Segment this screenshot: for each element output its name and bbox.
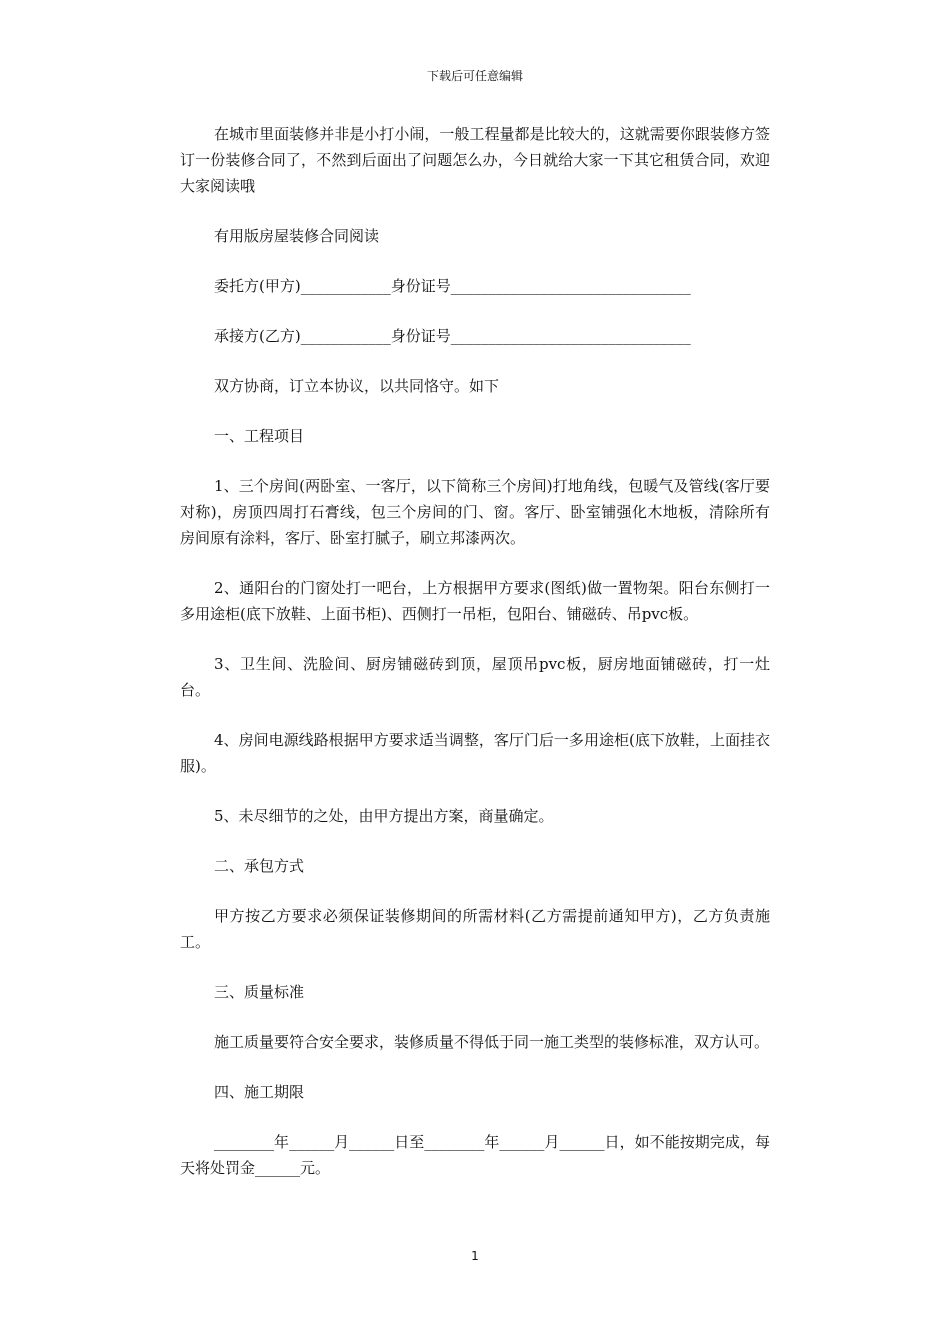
agreement-statement: 双方协商，订立本协议，以共同恪守。如下: [214, 377, 500, 395]
contract-method-text: 甲方按乙方要求必须保证装修期间的所需材料(乙方需提前通知甲方)，乙方负责施工。: [180, 907, 770, 951]
project-item-2: 2、通阳台的门窗处打一吧台，上方根据甲方要求(图纸)做一置物架。阳台东侧打一多用途柜(底下放鞋、上面书柜)、西侧打一吊柜，包阳台、铺磁砖、吊pvc板。: [180, 579, 770, 623]
section-heading-contract-method: 二、承包方式: [214, 857, 305, 875]
party-b-line: 承接方(乙方)____________身份证号________________________________: [214, 327, 691, 345]
project-item-1: 1、三个房间(两卧室、一客厅，以下简称三个房间)打地角线，包暖气及管线(客厅要对称)，房顶四周打石膏线，包三个房间的门、窗。客厅、卧室铺强化木地板，清除所有房间原有涂料，客厅、卧室打腻子，刷立邦漆两次。: [180, 477, 770, 547]
project-item-4: 4、房间电源线路根据甲方要求适当调整，客厅门后一多用途柜(底下放鞋，上面挂衣服)。: [180, 731, 770, 775]
party-a-line: 委托方(甲方)____________身份证号________________________________: [214, 277, 691, 295]
section-heading-quality: 三、质量标准: [214, 983, 305, 1001]
quality-text: 施工质量要符合安全要求，装修质量不得低于同一施工类型的装修标准，双方认可。: [214, 1033, 770, 1051]
duration-text: ________年______月______日至________年______月______日，如不能按期完成，每天将处罚金______元。: [180, 1133, 770, 1177]
section-heading-project: 一、工程项目: [214, 427, 305, 445]
intro-paragraph: 在城市里面装修并非是小打小闹，一般工程量都是比较大的，这就需要你跟装修方签订一份装修合同了，不然到后面出了问题怎么办，今日就给大家一下其它租赁合同，欢迎大家阅读哦: [180, 125, 770, 195]
contract-title: 有用版房屋装修合同阅读: [214, 227, 380, 245]
project-item-5: 5、未尽细节的之处，由甲方提出方案，商量确定。: [214, 807, 554, 825]
document-body: [180, 121, 770, 1205]
page-header: 下载后可任意编辑: [426, 69, 523, 83]
project-item-3: 3、卫生间、洗脸间、厨房铺磁砖到顶，屋顶吊pvc板，厨房地面铺磁砖，打一灶台。: [180, 655, 770, 699]
section-heading-duration: 四、施工期限: [214, 1083, 305, 1101]
page-number: 1: [471, 1249, 479, 1263]
